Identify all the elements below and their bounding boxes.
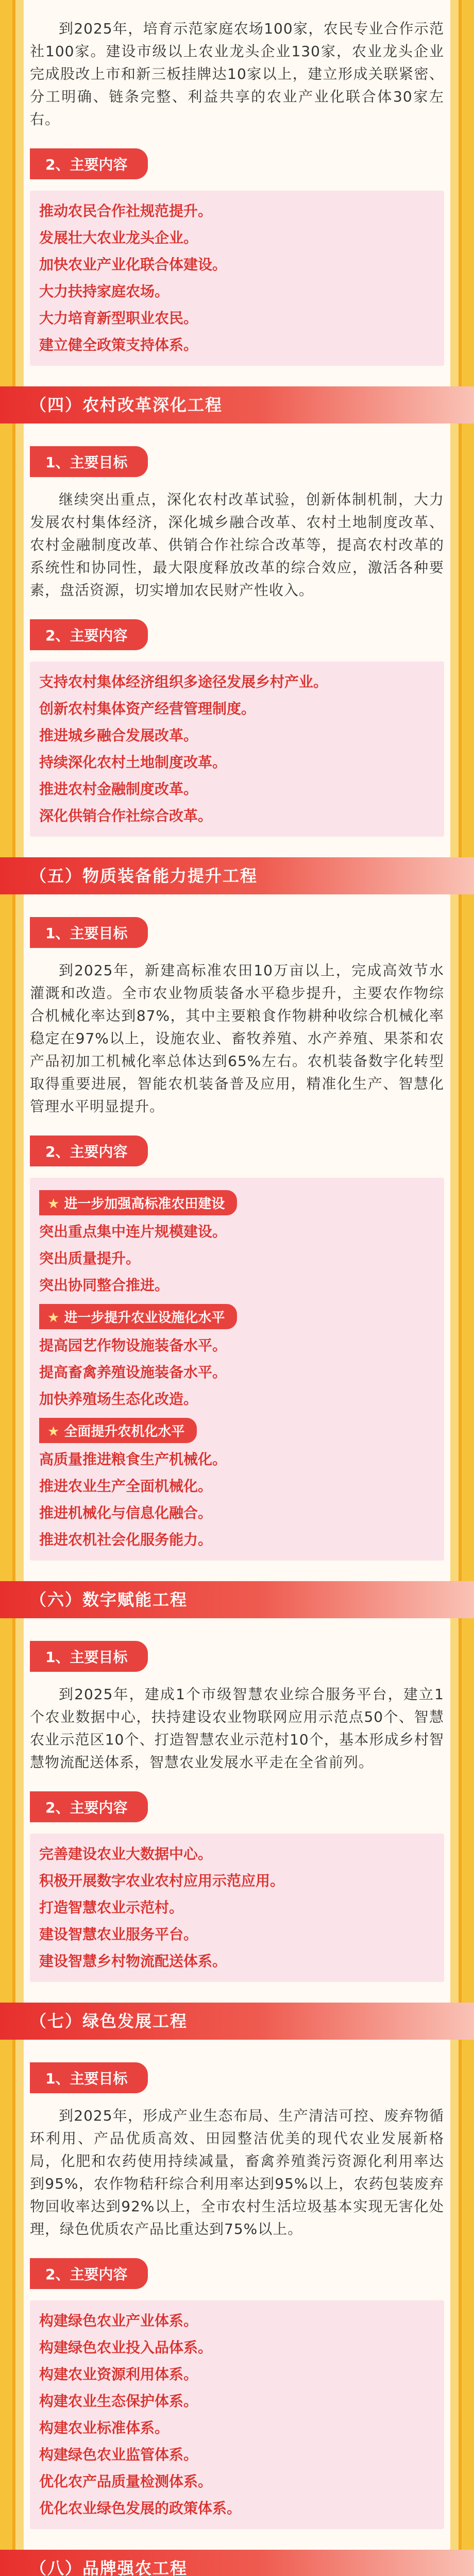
section-title: （四）农村改革深化工程 xyxy=(30,395,223,415)
section-block xyxy=(30,131,444,366)
list-item: 提高畜禽养殖设施装备水平。 xyxy=(39,1364,227,1381)
section-title: （七）绿色发展工程 xyxy=(30,2011,188,2031)
list-item: 构建绿色农业监管体系。 xyxy=(39,2446,198,2463)
list-item: 推进农村金融制度改革。 xyxy=(39,781,198,798)
section-title: （八）品牌强农工程 xyxy=(30,2558,188,2576)
section-block xyxy=(30,857,444,1561)
content-list-box xyxy=(30,1834,444,1982)
list-item: 突出重点集中连片规模建设。 xyxy=(39,1223,227,1240)
section-block xyxy=(30,2003,444,2529)
content-list-box xyxy=(30,662,444,837)
list-item: 打造智慧农业示范村。 xyxy=(39,1899,184,1916)
section-banner xyxy=(0,1581,474,1618)
goal-heading: 1、主要目标 xyxy=(30,2062,148,2093)
list-item: 推进农机社会化服务能力。 xyxy=(39,1531,213,1548)
list-item: 推动农民合作社规范提升。 xyxy=(39,202,213,219)
list-item: 深化供销合作社综合改革。 xyxy=(39,807,213,824)
section-banner xyxy=(0,2550,474,2576)
section-block xyxy=(30,1581,444,1982)
content-list-box xyxy=(30,1178,444,1561)
list-item: 加快养殖场生态化改造。 xyxy=(39,1391,198,1408)
article-content xyxy=(30,0,444,2576)
list-item: 提高园艺作物设施装备水平。 xyxy=(39,1337,227,1354)
goal-paragraph: 到2025年，形成产业生态布局、生产清洁可控、废弃物循环利用、产品优质高效、田园整洁优美的现代农业发展新格局，化肥和农药使用持续减量，畜禽养殖粪污资源化利用率达到95%，农作物秸秆综合利用率达到95%以上，农药包装废弃物回收率达到92%以上，全市农村生活垃圾基本实现无害化处理，绿色优质农产品比重达到75%以上。 xyxy=(30,2107,444,2238)
goal-heading: 1、主要目标 xyxy=(30,917,148,948)
content-heading: 2、主要内容 xyxy=(30,1791,148,1822)
sub-topic-title: ★ 全面提升农机化水平 xyxy=(39,1418,197,1443)
item-list xyxy=(39,1446,435,1553)
goal-paragraph: 到2025年，建成1个市级智慧农业综合服务平台，建立1个农业数据中心，扶持建设农业物联网应用示范点50个、智慧农业示范区10个、打造智慧农业示范村10个，基本形成乡村智慧物流配送体系，智慧农业发展水平走在全省前列。 xyxy=(30,1686,444,1771)
item-list xyxy=(39,198,435,359)
goal-heading: 1、主要目标 xyxy=(30,1641,148,1672)
list-item: 优化农产品质量检测体系。 xyxy=(39,2473,213,2490)
list-item: 建设智慧农业服务平台。 xyxy=(39,1926,198,1943)
list-item: 持续深化农村土地制度改革。 xyxy=(39,754,227,771)
item-list xyxy=(39,1841,435,1975)
list-item: 优化农业绿色发展的政策体系。 xyxy=(39,2500,242,2517)
list-item: 构建绿色农业产业体系。 xyxy=(39,2312,198,2329)
content-list-box xyxy=(30,191,444,366)
goal-paragraph: 到2025年，新建高标准农田10万亩以上，完成高效节水灌溉和改造。全市农业物质装备水平稳步提升，主要农作物综合机械化率达到87%，其中主要粮食作物耕种收综合机械化率稳定在97%以上，设施农业、畜牧养殖、水产养殖、果茶和农产品初加工机械化率总体达到65%左右。农机装备数字化转型取得重要进展，智能农机装备普及应用，精准化生产、智慧化管理水平明显提升。 xyxy=(30,962,444,1115)
list-item: 创新农村集体资产经营管理制度。 xyxy=(39,700,256,717)
list-item: 大力培育新型职业农民。 xyxy=(39,310,198,327)
content-heading: 2、主要内容 xyxy=(30,619,148,650)
section-title: （五）物质装备能力提升工程 xyxy=(30,866,258,886)
section-banner xyxy=(0,857,474,894)
item-list xyxy=(39,2308,435,2522)
list-item: 高质量推进粮食生产机械化。 xyxy=(39,1451,227,1468)
goal-paragraph: 继续突出重点，深化农村改革试验，创新体制机制，大力发展农村集体经济，深化城乡融合改革、农村土地制度改革、农村金融制度改革、供销合作社综合改革等，提高农村改革的系统性和协同性，最大限度释放改革的综合效应，激活各种要素，盘活资源，切实增加农民财产性收入。 xyxy=(30,491,444,599)
sub-topic-title: ★ 进一步提升农业设施化水平 xyxy=(39,1304,237,1329)
section-block xyxy=(30,2550,444,2576)
list-item: 支持农村集体经济组织多途径发展乡村产业。 xyxy=(39,673,328,690)
section-block xyxy=(30,386,444,837)
list-item: 突出协同整合推进。 xyxy=(39,1277,170,1294)
section-title: （六）数字赋能工程 xyxy=(30,1590,188,1609)
goal-heading: 1、主要目标 xyxy=(30,446,148,477)
section-banner xyxy=(0,386,474,423)
list-item: 构建农业资源利用体系。 xyxy=(39,2366,198,2383)
list-item: 推进城乡融合发展改革。 xyxy=(39,727,198,744)
list-item: 完善建设农业大数据中心。 xyxy=(39,1845,213,1862)
sub-topic-title: ★ 进一步加强高标准农田建设 xyxy=(39,1190,237,1215)
content-list-box xyxy=(30,2300,444,2529)
list-item: 建立健全政策支持体系。 xyxy=(39,336,198,353)
list-item: 推进机械化与信息化融合。 xyxy=(39,1504,213,1521)
list-item: 构建绿色农业投入品体系。 xyxy=(39,2339,213,2356)
list-item: 推进农业生产全面机械化。 xyxy=(39,1478,213,1495)
section-banner xyxy=(0,2003,474,2040)
content-heading: 2、主要内容 xyxy=(30,1136,148,1166)
list-item: 发展壮大农业龙头企业。 xyxy=(39,229,198,246)
list-item: 加快农业产业化联合体建设。 xyxy=(39,256,227,273)
content-heading: 2、主要内容 xyxy=(30,2258,148,2289)
item-list xyxy=(39,1332,435,1413)
intro-paragraph: 到2025年，培育示范家庭农场100家，农民专业合作示范社100家。建设市级以上农业龙头企业130家，农业龙头企业完成股改上市和新三板挂牌达10家以上，建立形成关联紧密、分工明确、链条完整、利益共享的农业产业化联合体30家左右。 xyxy=(30,20,444,128)
content-heading: 2、主要内容 xyxy=(30,148,148,179)
list-item: 大力扶持家庭农场。 xyxy=(39,283,170,300)
list-item: 构建农业生态保护体系。 xyxy=(39,2393,198,2410)
list-item: 构建农业标准体系。 xyxy=(39,2419,170,2436)
list-item: 突出质量提升。 xyxy=(39,1250,141,1267)
sections-container xyxy=(30,131,444,2576)
list-item: 积极开展数字农业农村应用示范应用。 xyxy=(39,1872,285,1889)
list-item: 建设智慧乡村物流配送体系。 xyxy=(39,1953,227,1970)
item-list xyxy=(39,669,435,829)
item-list xyxy=(39,1218,435,1299)
